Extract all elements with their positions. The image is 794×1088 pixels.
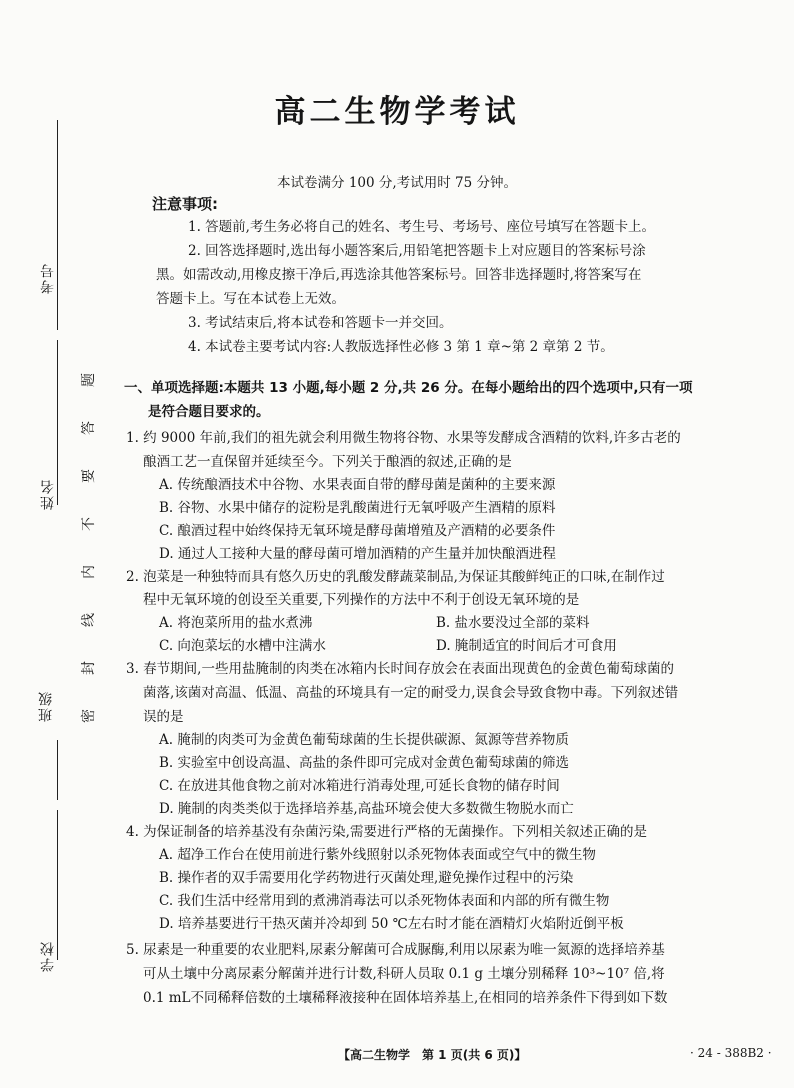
option-c: C. 我们生活中经常用到的煮沸消毒法可以杀死物体表面和内部的所有微生物 — [159, 893, 610, 909]
option-a: A. 超净工作台在使用前进行紫外线照射以杀死物体表面或空气中的微生物 — [159, 847, 596, 863]
option-d: D. 腌制的肉类类似于选择培养基,高盐环境会使大多数微生物脱水而亡 — [159, 801, 574, 817]
option-b: B. 盐水要没过全部的菜料 — [436, 615, 590, 631]
question-stem: 0.1 mL不同稀释倍数的土壤稀释液接种在固体培养基上,在相同的培养条件下得到如下数 — [143, 990, 668, 1006]
question-stem: 4. 为保证制备的培养基没有杂菌污染,需要进行严格的无菌操作。下列相关叙述正确的是 — [126, 824, 647, 840]
seal-char: 题 — [81, 373, 97, 387]
option-c: C. 在放进其他食物之前对冰箱进行消毒处理,可延长食物的储存时间 — [159, 778, 560, 794]
page-title: 高二生物学考试 — [274, 94, 520, 130]
notice-line: 2. 回答选择题时,选出每小题答案后,用铅笔把答题卡上对应题目的答案标号涂 — [188, 243, 646, 259]
seal-char: 要 — [81, 469, 97, 483]
seal-char: 封 — [81, 661, 97, 675]
page-footer: 【高二生物学 第 1 页(共 6 页)】 — [338, 1048, 527, 1062]
seal-char: 内 — [81, 565, 97, 579]
question-stem: 酿酒工艺一直保留并延续至今。下列关于酿酒的叙述,正确的是 — [143, 454, 512, 470]
option-c: C. 酿酒过程中始终保持无氧环境是酵母菌增殖及产酒精的必要条件 — [159, 523, 556, 539]
question-stem: 5. 尿素是一种重要的农业肥料,尿素分解菌可合成脲酶,利用以尿素为唯一氮源的选择培养基 — [126, 942, 665, 958]
seal-char: 答 — [81, 421, 97, 435]
seal-char: 线 — [81, 613, 97, 627]
notice-line: 黑。如需改动,用橡皮擦干净后,再选涂其他答案标号。回答非选择题时,将答案写在 — [156, 267, 642, 283]
label-name: 姓名 — [40, 478, 56, 510]
class-underline — [57, 740, 58, 800]
seal-char: 不 — [81, 517, 97, 531]
notice-line: 1. 答题前,考生务必将自己的姓名、考生号、考场号、座位号填写在答题卡上。 — [188, 219, 655, 235]
question-stem: 菌落,该菌对高温、低温、高盐的环境具有一定的耐受力,误食会导致食物中毒。下列叙述错 — [143, 685, 679, 701]
school-underline — [57, 810, 58, 960]
seal-char: 密 — [81, 709, 97, 723]
option-b: B. 操作者的双手需要用化学药物进行灭菌处理,避免操作过程中的污染 — [159, 870, 574, 886]
question-stem: 可从土壤中分离尿素分解菌并进行计数,科研人员取 0.1 g 土壤分别稀释 10³~10⁷ 倍,将 — [143, 966, 665, 982]
exam-info: 本试卷满分 100 分,考试用时 75 分钟。 — [277, 175, 517, 191]
question-stem: 误的是 — [143, 709, 184, 725]
option-a: A. 传统酿酒技术中谷物、水果表面自带的酵母菌是菌种的主要来源 — [159, 477, 556, 493]
option-d: D. 培养基要进行干热灭菌并冷却到 50 ℃左右时才能在酒精灯火焰附近倒平板 — [159, 916, 624, 932]
question-stem: 3. 春节期间,一些用盐腌制的肉类在冰箱内长时间存放会在表面出现黄色的金黄色葡萄球菌的 — [126, 661, 674, 677]
id-underline — [57, 120, 58, 330]
notice-line: 3. 考试结束后,将本试卷和答题卡一并交回。 — [188, 315, 453, 331]
option-a: A. 将泡菜所用的盐水煮沸 — [159, 615, 313, 631]
notice-line: 4. 本试卷主要考试内容:人教版选择性必修 3 第 1 章~第 2 章第 2 节。 — [188, 339, 614, 355]
option-b: B. 实验室中创设高温、高盐的条件即可完成对金黄色葡萄球菌的筛选 — [159, 755, 570, 771]
label-school: 学校 — [40, 940, 56, 972]
label-class: 班级 — [38, 690, 54, 722]
notice-line: 答题卡上。写在本试卷上无效。 — [156, 291, 345, 307]
question-stem: 程中无氧环境的创设至关重要,下列操作的方法中不利于创设无氧环境的是 — [143, 592, 580, 608]
section-heading-cont: 是符合题目要求的。 — [148, 404, 270, 420]
option-d: D. 腌制适宜的时间后才可食用 — [436, 638, 617, 654]
notice-heading: 注意事项: — [152, 195, 218, 213]
question-stem: 1. 约 9000 年前,我们的祖先就会利用微生物将谷物、水果等发酵成含酒精的饮料,许多古老的 — [126, 430, 681, 446]
option-c: C. 向泡菜坛的水槽中注满水 — [159, 638, 326, 654]
option-d: D. 通过人工接种大量的酵母菌可增加酒精的产生量并加快酿酒进程 — [159, 546, 556, 562]
option-a: A. 腌制的肉类可为金黄色葡萄球菌的生长提供碳源、氮源等营养物质 — [159, 732, 569, 748]
label-exam-id: 考号 — [40, 262, 56, 294]
option-b: B. 谷物、水果中储存的淀粉是乳酸菌进行无氧呼吸产生酒精的原料 — [159, 500, 556, 516]
paper-code: · 24 - 388B2 · — [690, 1046, 772, 1060]
question-stem: 2. 泡菜是一种独特而具有悠久历史的乳酸发酵蔬菜制品,为保证其酸鲜纯正的口味,在制作过 — [126, 569, 665, 585]
binding-margin — [0, 0, 112, 1088]
section-heading: 一、单项选择题:本题共 13 小题,每小题 2 分,共 26 分。在每小题给出的四个选项中,只有一项 — [124, 380, 693, 396]
